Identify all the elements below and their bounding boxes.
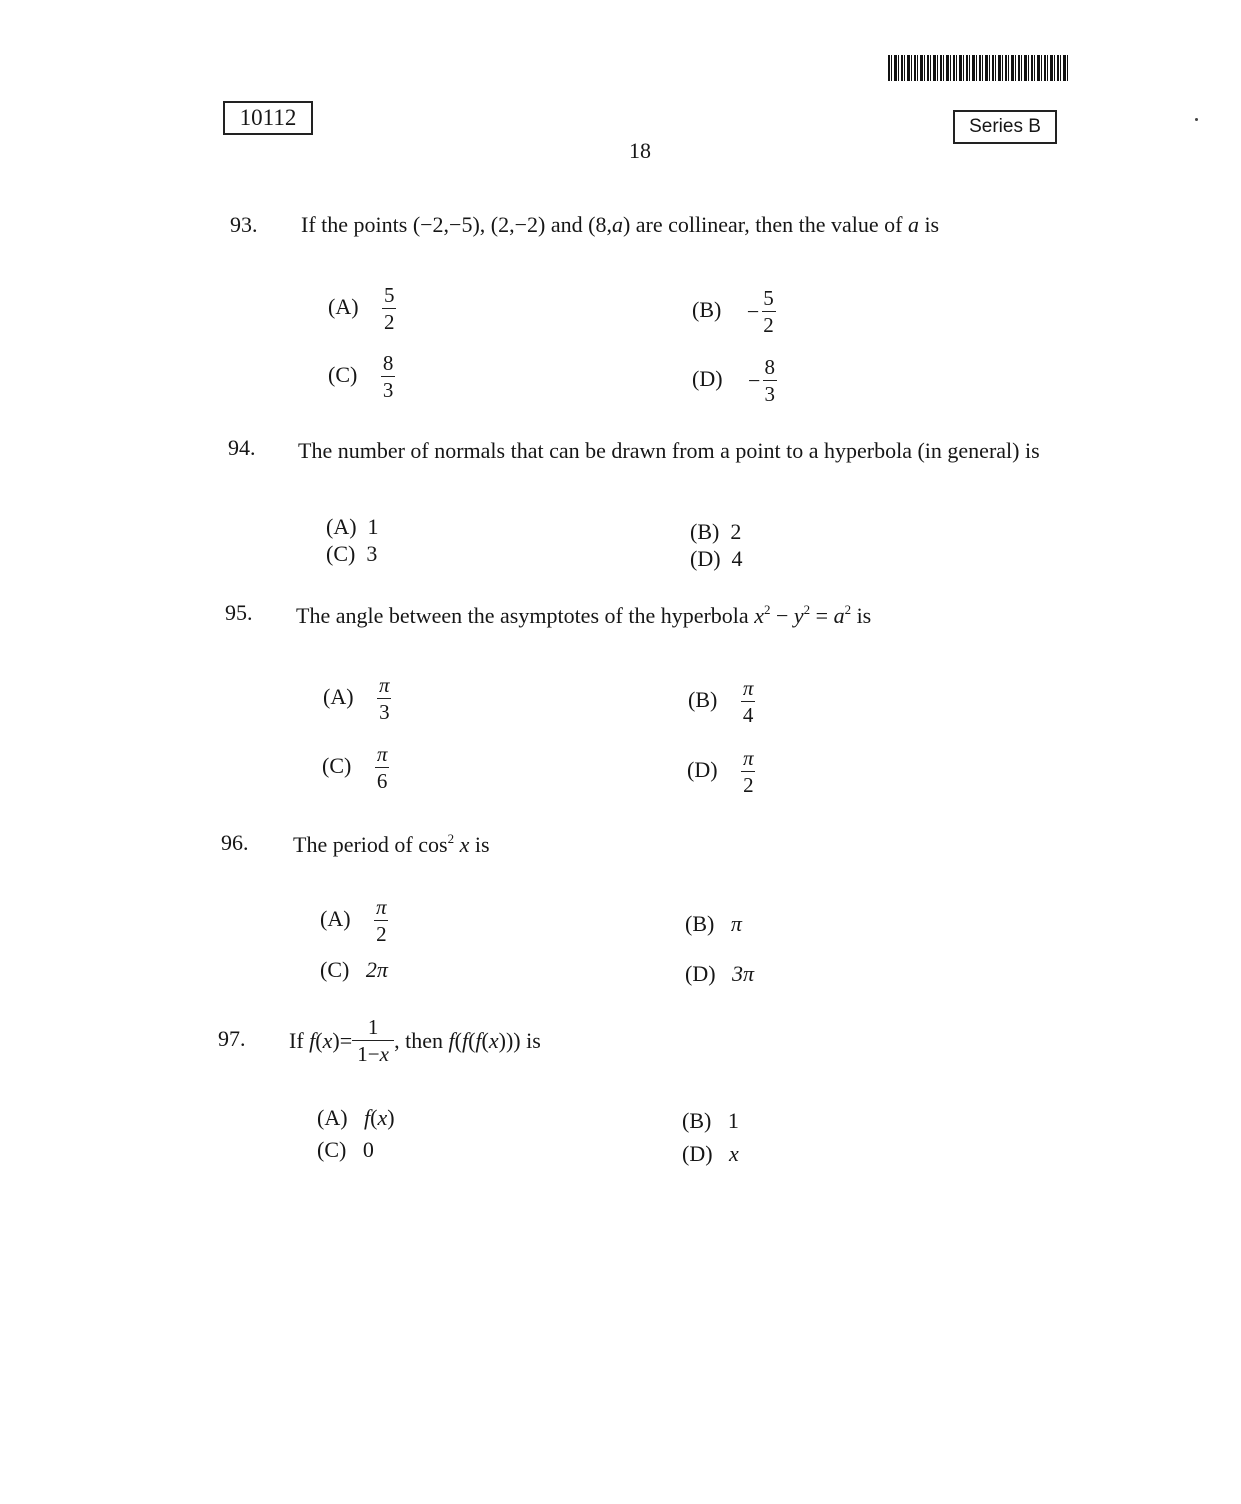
option-c[interactable]: (C) 2π [320,957,388,982]
scan-speck [1195,118,1198,121]
option-d[interactable]: (D) 3π [685,961,755,986]
question-number: 95. [225,600,253,625]
question-number: 93. [230,212,258,237]
question-stem: The number of normals that can be drawn from a point to a hyperbola (in general) is [298,438,1040,463]
option-c[interactable]: (C) 3 [326,541,378,566]
option-a[interactable]: (A) $\frac{5}{2}$ [328,283,395,334]
paper-code-box: 10112 [223,101,313,135]
fraction: $\frac{8}{3}$ [382,351,394,402]
question-number: 97. [218,1026,246,1051]
option-c[interactable]: (C) $\frac{8}{3}$ [328,351,394,402]
option-d[interactable]: (D) − $\frac{8}{3}$ [692,355,775,406]
series-box: Series B [953,110,1057,144]
fraction: $\frac{\pi}{3}$ [379,673,390,724]
option-b[interactable]: (B) π [685,911,742,936]
fraction: $\frac{5}{2}$ [763,286,774,337]
question-stem: If the points (−2,−5), (2,−2) and (8,a) are collinear, then the value of a is [301,212,940,237]
option-d[interactable]: (D) x [682,1141,739,1166]
question-stem: The angle between the asymptotes of the hyperbola $x^2 - y^2 = a^2$ is [296,602,872,628]
option-c[interactable]: (C) 0 [317,1137,374,1162]
option-c[interactable]: (C) $\frac{\pi}{6}$ [322,742,388,793]
fraction: $\frac{\pi}{2}$ [376,895,387,946]
option-b[interactable]: (B) 2 [690,519,742,544]
question-stem: If f(x)= $\frac{1}{1-x}$ , then f(f(f(x))) is [289,1015,541,1066]
option-a[interactable]: (A) $\frac{\pi}{3}$ [323,673,390,724]
fraction: $\frac{\pi}{6}$ [376,742,388,793]
fraction: $\frac{\pi}{4}$ [742,676,754,727]
option-a[interactable]: (A) f(x) [317,1105,395,1130]
fraction: $\frac{8}{3}$ [764,355,775,406]
question-number: 96. [221,830,249,855]
option-d[interactable]: (D) $\frac{\pi}{2}$ [687,746,754,797]
option-b[interactable]: (B) − $\frac{5}{2}$ [692,286,774,337]
page-number: 18 [629,138,651,163]
fraction: $\frac{5}{2}$ [384,283,395,334]
option-d[interactable]: (D) 4 [690,546,743,571]
question-number: 94. [228,435,256,460]
barcode [888,55,1069,81]
option-b[interactable]: (B) 1 [682,1108,739,1133]
option-a[interactable]: (A) 1 [326,514,379,539]
option-b[interactable]: (B) $\frac{\pi}{4}$ [688,676,754,727]
fraction: $\frac{1}{1-x}$ [352,1014,394,1067]
question-stem: The period of $\cos^2 x$ is [293,831,490,857]
option-a[interactable]: (A) $\frac{\pi}{2}$ [320,895,387,946]
fraction: $\frac{\pi}{2}$ [743,746,754,797]
